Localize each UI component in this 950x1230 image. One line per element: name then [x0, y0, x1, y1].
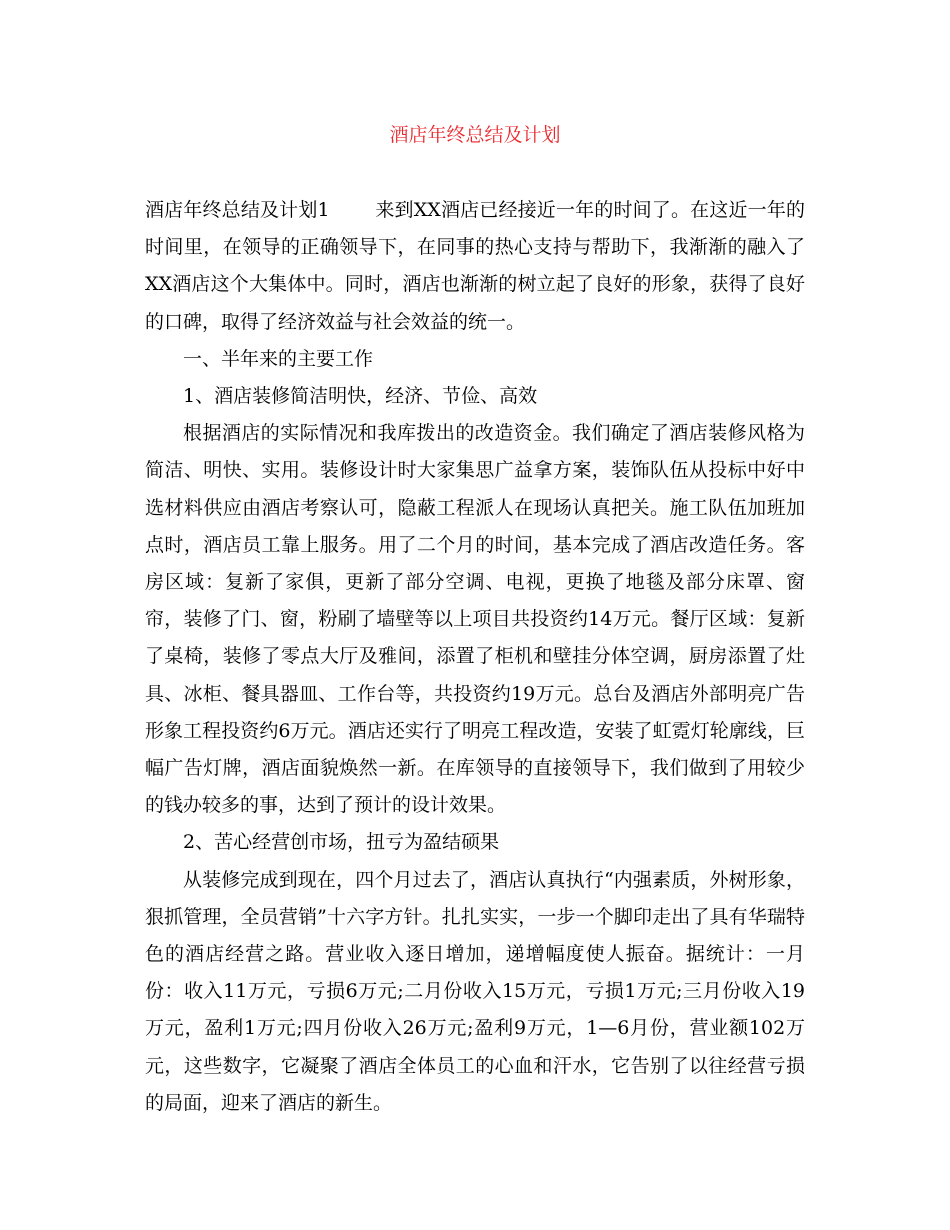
document-body: [145, 192, 805, 1122]
intro-text: 来到XX酒店已经接近一年的时间了。在这近一年的时间里，在领导的正确领导下，在同事的热心支持与帮助下，我渐渐的融入了XX酒店这个大集体中。同时，酒店也渐渐的树立起了良好的形象，获得了良好的口碑，取得了经济效益与社会效益的统一。: [145, 199, 805, 333]
section-heading: 一、半年来的主要工作: [183, 347, 374, 370]
body-paragraph-1: 根据酒店的实际情况和我库拨出的改造资金。我们确定了酒店装修风格为简洁、明快、实用。装修设计时大家集思广益拿方案，装饰队伍从投标中好中选材料供应由酒店考察认可，隐蔽工程派人在现场认真把关。施工队伍加班加点时，酒店员工靠上服务。用了二个月的时间，基本完成了酒店改造任务。客房区域：复新了家俱，更新了部分空调、电视，更换了地毯及部分床罩、窗帘，装修了门、窗，粉刷了墙壁等以上项目共投资约14万元。餐厅区域：复新了桌椅，装修了零点大厅及雅间，添置了柜机和壁挂分体空调，厨房添置了灶具、冰柜、餐具器皿、工作台等，共投资约19万元。总台及酒店外部明亮广告形象工程投资约6万元。酒店还实行了明亮工程改造，安装了虹霓灯轮廓线，巨幅广告灯牌，酒店面貌焕然一新。在库领导的直接领导下，我们做到了用较少的钱办较多的事，达到了预计的设计效果。: [145, 422, 805, 817]
intro-paragraph: [145, 192, 805, 341]
body-paragraph-2: 从装修完成到现在，四个月过去了，酒店认真执行“内强素质，外树形象，狠抓管理，全员营销”十六字方针。扎扎实实，一步一个脚印走出了具有华瑞特色的酒店经营之路。营业收入逐日增加，递增幅度使人振奋。据统计：一月份：收入11万元，亏损6万元;二月份收入15万元，亏损1万元;三月份收入19万元，盈利1万元;四月份收入26万元;盈利9万元，1—6月份，营业额102万元，这些数字，它凝聚了酒店全体员工的心血和汗水，它告别了以往经营亏损的局面，迎来了酒店的新生。: [145, 868, 805, 1114]
item-heading-1: 1、酒店装修简洁明快，经济、节俭、高效: [183, 385, 538, 408]
document-title: 酒店年终总结及计划: [389, 124, 561, 146]
intro-heading: 酒店年终总结及计划1: [145, 199, 330, 221]
item-heading-2: 2、苦心经营创市场，扭亏为盈结硕果: [183, 831, 500, 854]
